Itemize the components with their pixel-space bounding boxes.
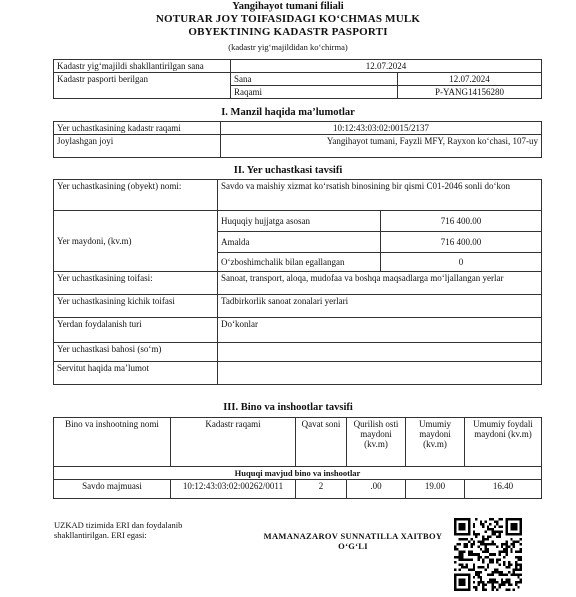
amalda-label: Amalda [218, 232, 381, 253]
table-row [54, 135, 542, 158]
column-header: Kadastr raqami [171, 418, 296, 467]
land-table [53, 179, 542, 385]
district-name: Yangihayot tumani filiali [232, 1, 344, 12]
table-header-row [54, 418, 542, 467]
building-useful-area: 16.40 [465, 480, 542, 499]
table-row [54, 272, 542, 295]
buildings-table [53, 417, 542, 499]
meta-table [53, 59, 542, 99]
group-label: Huquqi mavjud bino va inshootlar [54, 467, 542, 480]
document-title-line1: NOTURAR JOY TOIFASIDAGI KO‘CHMAS MULK [155, 13, 421, 25]
section2-title: II. Yer uchastkasi tavsifi [233, 165, 343, 176]
column-header: Bino va inshootning nomi [54, 418, 171, 467]
building-kadastr: 10:12:43:03:02:00262/0011 [171, 480, 296, 499]
table-row [54, 122, 542, 135]
shakl-label: Kadastr yig‘majildi shakllantirilgan sana [54, 60, 231, 73]
sana-label: Sana [231, 73, 398, 86]
raqami-label: Raqami [231, 86, 398, 99]
kadastr-value: 10:12:43:03:02:0015/2137 [221, 122, 542, 135]
kichik-value: Tadbirkorlik sanoat zonalari yerlari [218, 295, 542, 318]
joy-label: Joylashgan joyi [54, 135, 221, 158]
shakl-date: 12.07.2024 [231, 60, 542, 73]
table-row [54, 73, 542, 86]
table-row [54, 318, 542, 343]
column-header: Umumiy foydali maydoni (kv.m) [465, 418, 542, 467]
document-title-line2: OBYEKTINING KADASTR PASPORTI [188, 26, 388, 38]
column-header: Umumiy maydoni (kv.m) [406, 418, 465, 467]
maydon-label: Yer maydoni, (kv.m) [54, 211, 218, 272]
nomi-label: Yer uchastkasining (obyekt) nomi: [54, 180, 218, 211]
section3-title: III. Bino va inshootlar tavsifi [223, 402, 353, 413]
toifa-label: Yer uchastkasining toifasi: [54, 272, 218, 295]
kadastr-label: Yer uchastkasining kadastr raqami [54, 122, 221, 135]
qr-code-icon [454, 518, 522, 591]
building-footprint: .00 [347, 480, 406, 499]
table-row [54, 362, 542, 385]
table-row [54, 480, 542, 499]
building-total-area: 19.00 [406, 480, 465, 499]
servitut-label: Servitut haqida ma’lumot [54, 362, 218, 385]
baho-value [218, 343, 542, 362]
building-floors: 2 [296, 480, 347, 499]
table-row [54, 60, 542, 73]
kichik-label: Yer uchastkasining kichik toifasi [54, 295, 218, 318]
eri-note: UZKAD tizimida ERI dan foydalanib shakllantirilgan. ERI egasi: [54, 520, 183, 540]
raqami-value: P-YANG14156280 [398, 86, 542, 99]
huquqiy-label: Huquqiy hujjatga asosan [218, 211, 381, 232]
document-subtitle: (kadastr yig‘majildidan ko‘chirma) [228, 42, 348, 52]
ozbosh-value: 0 [381, 253, 542, 272]
table-row [54, 295, 542, 318]
ozbosh-label: O‘zboshimchalik bilan egallangan [218, 253, 381, 272]
baho-label: Yer uchastkasi bahosi (so‘m) [54, 343, 218, 362]
table-group-row [54, 467, 542, 480]
table-row [54, 343, 542, 362]
column-header: Qurilish osti maydoni (kv.m) [347, 418, 406, 467]
column-header: Qavat soni [296, 418, 347, 467]
foydalanish-value: Do‘konlar [218, 318, 542, 343]
huquqiy-value: 716 400.00 [381, 211, 542, 232]
joy-value: Yangihayot tumani, Fayzli MFY, Rayxon ko‘chasi, 107-uy [221, 135, 542, 158]
section1-title: I. Manzil haqida ma’lumotlar [221, 107, 355, 118]
foydalanish-label: Yerdan foydalanish turi [54, 318, 218, 343]
servitut-value [218, 362, 542, 385]
nomi-value: Savdo va maishiy xizmat ko‘rsatish binosining bir qismi C01-2046 sonli do‘kon [218, 180, 542, 211]
toifa-value: Sanoat, transport, aloqa, mudofaa va boshqa maqsadlarga mo‘ljallangan yerlar [218, 272, 542, 295]
address-table [53, 121, 542, 158]
eri-owner: MAMANAZAROV SUNNATILLA XAITBOY O‘G‘LI [263, 531, 443, 551]
amalda-value: 716 400.00 [381, 232, 542, 253]
sana-value: 12.07.2024 [398, 73, 542, 86]
table-row [54, 211, 542, 232]
table-row [54, 180, 542, 211]
berilgan-label: Kadastr pasporti berilgan [54, 73, 231, 99]
building-name: Savdo majmuasi [54, 480, 171, 499]
